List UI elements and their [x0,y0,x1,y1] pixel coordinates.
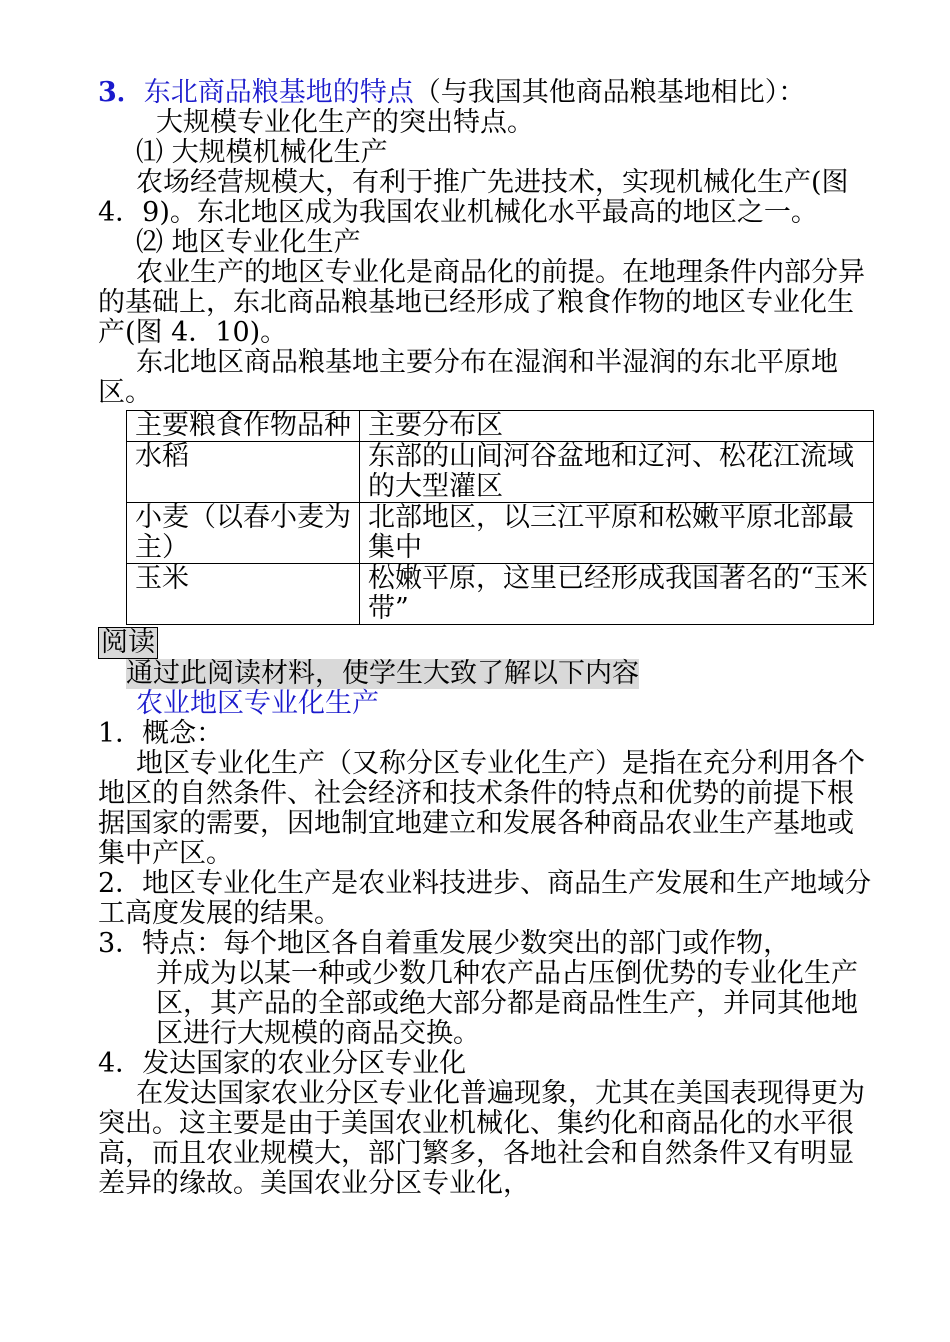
paragraph-mechanization-text: 农场经营规模大，有利于推广先进技术，实现机械化生产(图 4．9)。东北地区成为我国农业机械化水平最高的地区之一。 [98,167,849,228]
section-heading [98,78,878,108]
subheading-mechanization: ⑴ 大规模机械化生产 [136,137,388,168]
reading-title: 农业地区专业化生产 [136,688,379,719]
table-row [127,442,874,503]
item1-text: 地区专业化生产（又称分区专业化生产）是指在充分利用各个地区的自然条件、社会经济和技术条件的特点和优势的前提下根据国家的需要，因地制宜地建立和发展各种商品农业生产基地或集中产区。 [98,748,865,869]
table-cell-region: 北部地区，以三江平原和松嫩平原北部最集中 [360,503,874,564]
subheading-specialization: ⑵ 地区专业化生产 [136,227,361,258]
table-header-row [127,411,874,442]
item3-rest: 并成为以某一种或少数几种农产品占压倒优势的专业化生产区，其产品的全部或绝大部分都是商品性生产，并同其他地区进行大规模的商品交换。 [156,958,858,1049]
table-cell-crop: 玉米 [127,564,360,625]
section-number: 3． [98,77,144,108]
reading-intro-line [98,659,878,689]
item3-label: 3．特点： [98,928,224,959]
table-cell-crop: 水稻 [127,442,360,503]
section-title: 东北商品粮基地的特点 [143,77,414,108]
section-title-suffix: （与我国其他商品粮基地相比）： [413,77,806,108]
item4-label: 4．发达国家的农业分区专业化 [98,1048,467,1079]
item2-text: 2．地区专业化生产是农业料技进步、商品生产发展和生产地域分工高度发展的结果。 [98,868,872,929]
reading-tag: 阅读 [98,627,158,659]
paragraph-mechanization [98,168,878,228]
table-row [127,503,874,564]
item4-text: 在发达国家农业分区专业化普遍现象，尤其在美国表现得更为突出。这主要是由于美国农业机械化、集约化和商品化的水平很高，而且农业规模大，部门繁多，各地社会和自然条件又有明显差异的缘故。美国农业分区专业化， [98,1078,865,1199]
table-header-cell: 主要粮食作物品种 [127,411,360,442]
paragraph-distribution: 东北地区商品粮基地主要分布在湿润和半湿润的东北平原地区。 [98,347,838,408]
table-cell-region: 松嫩平原，这里已经形成我国著名的“玉米带” [360,564,874,625]
crop-distribution-table [126,410,874,625]
reading-intro: 通过此阅读材料，使学生大致了解以下内容 [126,658,639,689]
reading-tag-line [98,625,878,659]
item3-first-line [98,929,878,959]
table-header-cell: 主要分布区 [360,411,874,442]
table-cell-region: 东部的山间河谷盆地和辽河、松花江流域的大型灌区 [360,442,874,503]
document-page [98,78,878,1199]
table-cell-crop: 小麦（以春小麦为主） [127,503,360,564]
section-intro: 大规模专业化生产的突出特点。 [156,107,534,138]
table-row [127,564,874,625]
paragraph-specialization: 农业生产的地区专业化是商品化的前提。在地理条件内部分异的基础上，东北商品粮基地已经形成了粮食作物的地区专业化生产(图 4．10)。 [98,257,865,348]
item1-label: 1．概念： [98,718,224,749]
item3-first: 每个地区各自着重发展少数突出的部门或作物， [223,928,791,959]
